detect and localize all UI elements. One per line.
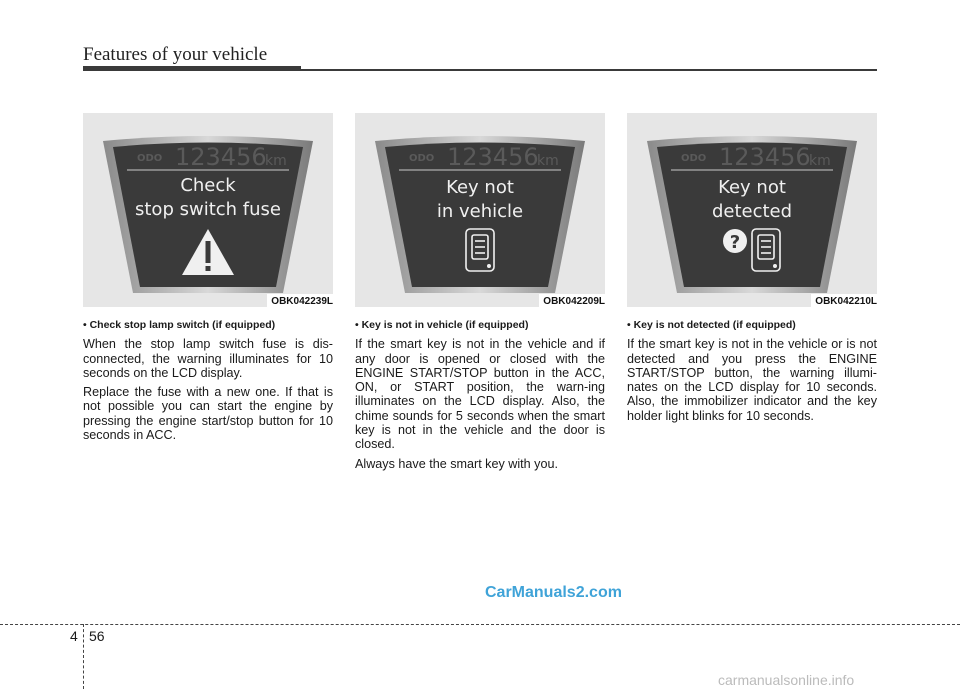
odo-unit: km [809,153,831,169]
page-number: 56 [89,628,105,644]
odo-label: ODO [681,153,707,164]
lcd-line-2: in vehicle [436,201,524,222]
paragraph: If the smart key is not in the vehicle or is not detected and you press the ENGINE START/STOP button, the warning illumi-nates on the LCD display for 10 seconds. Also, the immobilizer indicator and the key holder light blinks for 10 seconds. [627,337,877,423]
text-column-key-not-detected [627,318,877,428]
figure-key-not-detected [627,113,877,307]
paragraph: Always have the smart key with you. [355,456,558,471]
odo-unit: km [265,153,287,169]
figure-check-stop-switch-fuse [83,113,333,307]
figure-code: OBK042210L [811,294,877,307]
lcd-line-2: stop switch fuse [135,199,281,220]
page-header-title: Features of your vehicle [83,44,268,65]
chapter-number: 4 [70,628,78,644]
lcd-display-1 [83,113,333,307]
lcd-display-3 [627,113,877,307]
footer-vertical-divider [83,624,84,689]
lcd-line-1: Key not [718,177,786,198]
paragraph: Replace the fuse with a new one. If that is not possible you can start the engine by pressing the engine start/stop button for 10 seconds in ACC. [83,385,333,443]
header-rule-thin [301,69,877,71]
section-bullet: • Check stop lamp switch (if equipped) [83,319,276,331]
odo-value: 123456 [719,143,811,171]
watermark-link[interactable]: CarManuals2.com [485,584,622,601]
lcd-line-1: Key not [446,177,514,198]
paragraph: When the stop lamp switch fuse is dis-connected, the warning illuminates for 10 seconds on the LCD display. [83,337,333,380]
odo-value: 123456 [447,143,539,171]
header-rule-thick [83,66,301,71]
paragraph: If the smart key is not in the vehicle and if any door is opened or closed with the ENGINE START/STOP button in the ACC, ON, or START position, the warn-ing illuminates on the LCD display. Also, the chime sounds for 5 seconds when the smart key is not in the vehicle and the door is closed. [355,337,605,452]
footer-site-watermark: carmanualsonline.info [718,672,855,688]
footer-divider [0,624,960,625]
figure-code: OBK042209L [539,294,605,307]
lcd-line-1: Check [180,175,236,196]
text-column-key-not-in-vehicle [355,318,605,476]
figure-key-not-in-vehicle [355,113,605,307]
question-mark: ? [729,232,741,253]
odo-label: ODO [409,153,435,164]
lcd-line-2: detected [711,201,793,222]
lcd-display-2 [355,113,605,307]
section-bullet: • Key is not in vehicle (if equipped) [355,319,529,331]
figure-code: OBK042239L [267,294,333,307]
odo-value: 123456 [175,143,267,171]
odo-label: ODO [137,153,163,164]
text-column-stop-lamp [83,318,333,447]
section-bullet: • Key is not detected (if equipped) [627,319,796,331]
odo-unit: km [537,153,559,169]
